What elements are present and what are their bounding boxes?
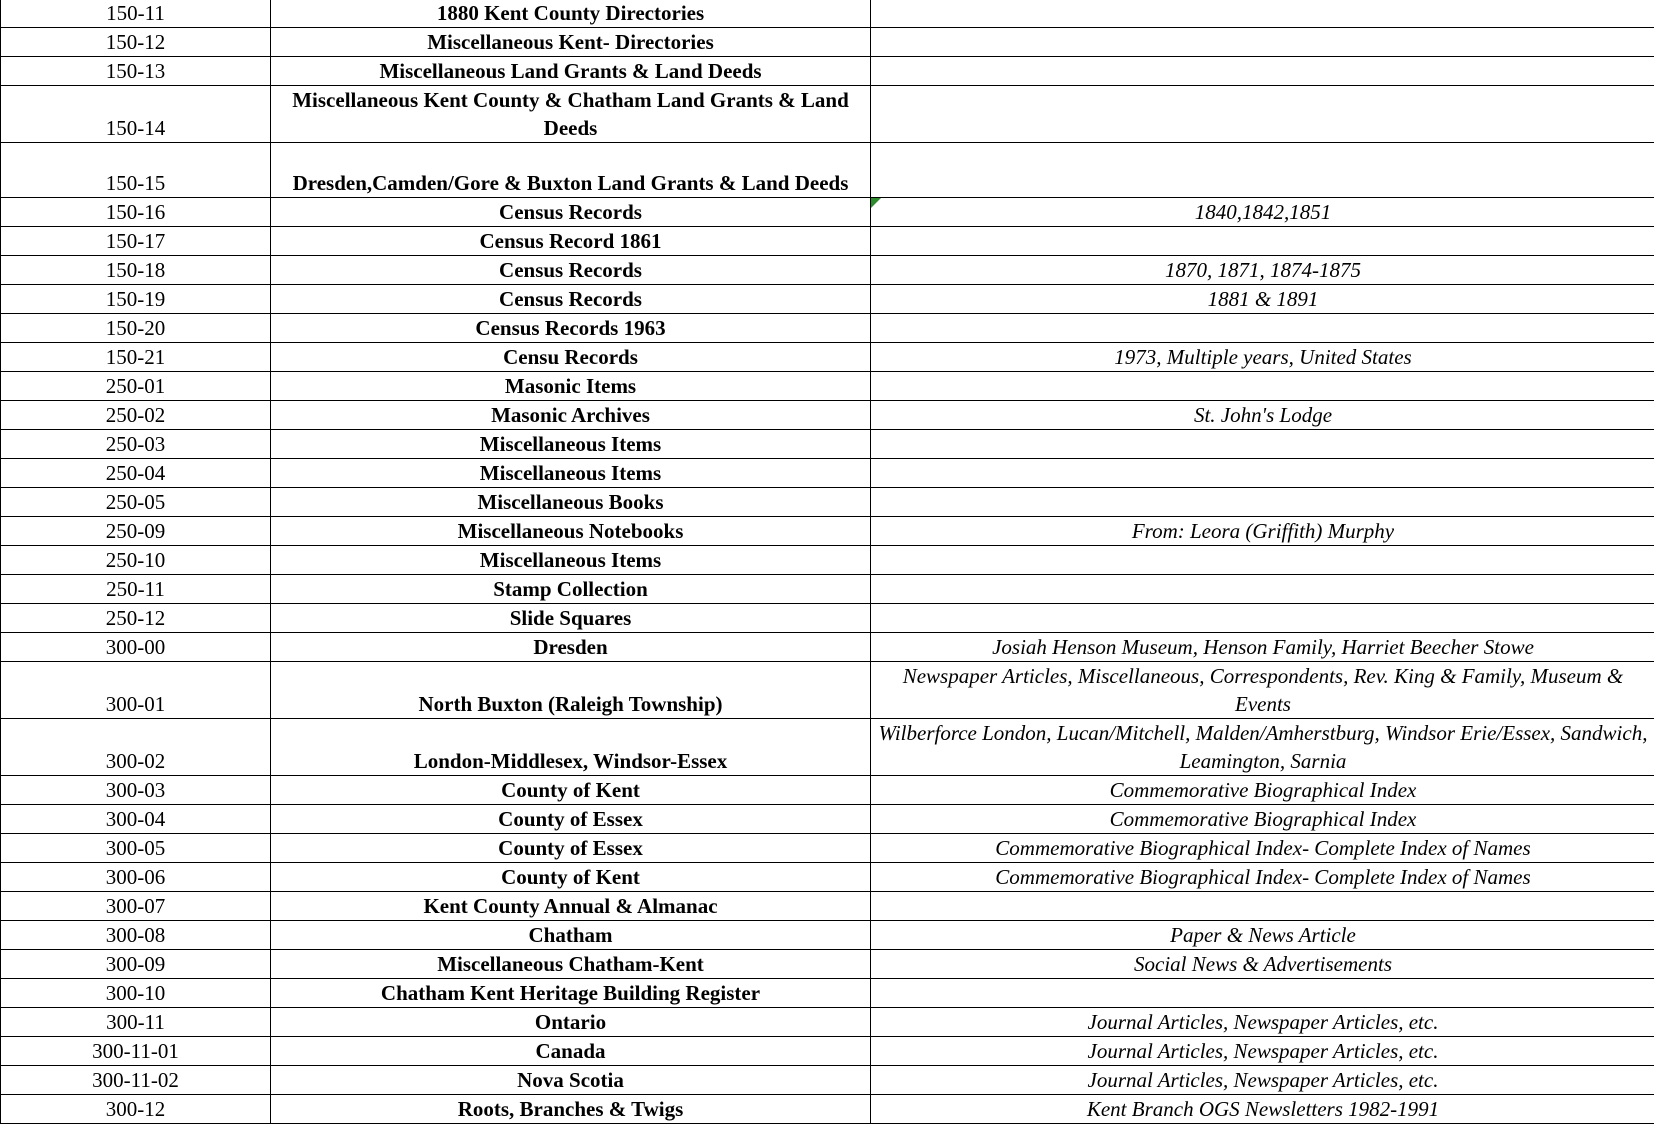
title-cell[interactable]: Miscellaneous Items bbox=[271, 546, 871, 575]
call-number-cell[interactable]: 300-06 bbox=[1, 863, 271, 892]
table-row bbox=[1, 805, 1654, 834]
notes-cell[interactable] bbox=[871, 86, 1654, 143]
title-cell[interactable]: Masonic Items bbox=[271, 372, 871, 401]
notes-cell[interactable]: 1973, Multiple years, United States bbox=[871, 343, 1654, 372]
table-row bbox=[1, 950, 1654, 979]
call-number-cell[interactable]: 150-12 bbox=[1, 28, 271, 57]
call-number-cell[interactable]: 250-02 bbox=[1, 401, 271, 430]
table-row bbox=[1, 1095, 1654, 1124]
table-row bbox=[1, 834, 1654, 863]
title-cell[interactable]: 1880 Kent County Directories bbox=[271, 0, 871, 28]
title-cell[interactable]: Chatham bbox=[271, 921, 871, 950]
notes-cell[interactable] bbox=[871, 143, 1654, 198]
title-cell[interactable]: Census Records bbox=[271, 256, 871, 285]
table-row bbox=[1, 546, 1654, 575]
title-cell[interactable]: Dresden,Camden/Gore & Buxton Land Grants & Land Deeds bbox=[271, 143, 871, 198]
table-row bbox=[1, 604, 1654, 633]
title-cell[interactable]: County of Kent bbox=[271, 863, 871, 892]
notes-cell[interactable]: Kent Branch OGS Newsletters 1982-1991 bbox=[871, 1095, 1654, 1124]
table-row bbox=[1, 633, 1654, 662]
call-number-cell[interactable]: 150-13 bbox=[1, 57, 271, 86]
notes-cell[interactable] bbox=[871, 430, 1654, 459]
table-row bbox=[1, 662, 1654, 719]
notes-cell[interactable] bbox=[871, 546, 1654, 575]
call-number-cell[interactable]: 250-05 bbox=[1, 488, 271, 517]
table-row bbox=[1, 719, 1654, 776]
table-row bbox=[1, 575, 1654, 604]
call-number-cell[interactable]: 300-08 bbox=[1, 921, 271, 950]
notes-cell[interactable]: Newspaper Articles, Miscellaneous, Correspondents, Rev. King & Family, Museum & Events bbox=[871, 662, 1654, 719]
notes-cell[interactable] bbox=[871, 892, 1654, 921]
notes-cell[interactable] bbox=[871, 0, 1654, 28]
call-number-cell[interactable]: 300-07 bbox=[1, 892, 271, 921]
notes-cell[interactable] bbox=[871, 57, 1654, 86]
notes-cell[interactable]: Paper & News Article bbox=[871, 921, 1654, 950]
table-row bbox=[1, 1066, 1654, 1095]
call-number-cell[interactable]: 250-09 bbox=[1, 517, 271, 546]
notes-cell[interactable]: Commemorative Biographical Index- Complete Index of Names bbox=[871, 863, 1654, 892]
call-number-cell[interactable]: 300-11-01 bbox=[1, 1037, 271, 1066]
notes-cell[interactable] bbox=[871, 488, 1654, 517]
table-row bbox=[1, 892, 1654, 921]
call-number-cell[interactable]: 150-14 bbox=[1, 86, 271, 143]
table-row bbox=[1, 86, 1654, 143]
table-row bbox=[1, 343, 1654, 372]
title-cell[interactable]: Miscellaneous Chatham-Kent bbox=[271, 950, 871, 979]
title-cell[interactable]: Canada bbox=[271, 1037, 871, 1066]
call-number-cell[interactable]: 250-04 bbox=[1, 459, 271, 488]
notes-cell[interactable]: St. John's Lodge bbox=[871, 401, 1654, 430]
table-row bbox=[1, 459, 1654, 488]
title-cell[interactable]: Miscellaneous Land Grants & Land Deeds bbox=[271, 57, 871, 86]
call-number-cell[interactable]: 150-17 bbox=[1, 227, 271, 256]
table-row bbox=[1, 921, 1654, 950]
title-cell[interactable]: Census Record 1861 bbox=[271, 227, 871, 256]
table-row bbox=[1, 256, 1654, 285]
call-number-cell[interactable]: 250-10 bbox=[1, 546, 271, 575]
title-cell[interactable]: Dresden bbox=[271, 633, 871, 662]
notes-cell[interactable]: Journal Articles, Newspaper Articles, etc. bbox=[871, 1037, 1654, 1066]
archive-index-body bbox=[1, 0, 1654, 1124]
notes-cell[interactable]: Journal Articles, Newspaper Articles, etc. bbox=[871, 1066, 1654, 1095]
notes-cell[interactable] bbox=[871, 979, 1654, 1008]
notes-cell[interactable] bbox=[871, 372, 1654, 401]
notes-cell[interactable]: Commemorative Biographical Index- Complete Index of Names bbox=[871, 834, 1654, 863]
title-cell[interactable]: Masonic Archives bbox=[271, 401, 871, 430]
table-row bbox=[1, 1008, 1654, 1037]
notes-cell[interactable]: Josiah Henson Museum, Henson Family, Harriet Beecher Stowe bbox=[871, 633, 1654, 662]
table-row bbox=[1, 979, 1654, 1008]
title-cell[interactable]: Census Records bbox=[271, 285, 871, 314]
table-row bbox=[1, 314, 1654, 343]
call-number-cell[interactable]: 300-01 bbox=[1, 662, 271, 719]
notes-cell[interactable] bbox=[871, 314, 1654, 343]
call-number-cell[interactable]: 250-03 bbox=[1, 430, 271, 459]
table-row bbox=[1, 488, 1654, 517]
title-cell[interactable]: Chatham Kent Heritage Building Register bbox=[271, 979, 871, 1008]
table-row bbox=[1, 198, 1654, 227]
title-cell[interactable]: Nova Scotia bbox=[271, 1066, 871, 1095]
title-cell[interactable]: County of Essex bbox=[271, 834, 871, 863]
call-number-cell[interactable]: 150-16 bbox=[1, 198, 271, 227]
call-number-cell[interactable]: 300-12 bbox=[1, 1095, 271, 1124]
table-row bbox=[1, 430, 1654, 459]
table-row bbox=[1, 401, 1654, 430]
call-number-cell[interactable]: 300-00 bbox=[1, 633, 271, 662]
call-number-cell[interactable]: 300-02 bbox=[1, 719, 271, 776]
call-number-cell[interactable]: 300-11 bbox=[1, 1008, 271, 1037]
title-cell[interactable]: Census Records bbox=[271, 198, 871, 227]
title-cell[interactable]: Miscellaneous Kent County & Chatham Land Grants & Land Deeds bbox=[271, 86, 871, 143]
table-row bbox=[1, 28, 1654, 57]
call-number-cell[interactable]: 150-18 bbox=[1, 256, 271, 285]
call-number-cell[interactable]: 300-05 bbox=[1, 834, 271, 863]
call-number-cell[interactable]: 300-03 bbox=[1, 776, 271, 805]
table-row bbox=[1, 285, 1654, 314]
table-row bbox=[1, 517, 1654, 546]
notes-cell[interactable] bbox=[871, 575, 1654, 604]
call-number-cell[interactable]: 150-19 bbox=[1, 285, 271, 314]
notes-cell[interactable] bbox=[871, 28, 1654, 57]
table-row bbox=[1, 863, 1654, 892]
title-cell[interactable]: North Buxton (Raleigh Township) bbox=[271, 662, 871, 719]
notes-cell[interactable]: 1881 & 1891 bbox=[871, 285, 1654, 314]
call-number-cell[interactable]: 300-11-02 bbox=[1, 1066, 271, 1095]
notes-cell[interactable]: 1840,1842,1851 bbox=[871, 198, 1654, 227]
notes-cell[interactable]: Commemorative Biographical Index bbox=[871, 776, 1654, 805]
call-number-cell[interactable]: 250-11 bbox=[1, 575, 271, 604]
table-row bbox=[1, 372, 1654, 401]
notes-cell[interactable] bbox=[871, 604, 1654, 633]
title-cell[interactable]: Miscellaneous Notebooks bbox=[271, 517, 871, 546]
notes-cell[interactable]: 1870, 1871, 1874-1875 bbox=[871, 256, 1654, 285]
call-number-cell[interactable]: 150-11 bbox=[1, 0, 271, 28]
call-number-cell[interactable]: 300-09 bbox=[1, 950, 271, 979]
title-cell[interactable]: County of Essex bbox=[271, 805, 871, 834]
notes-cell[interactable]: Social News & Advertisements bbox=[871, 950, 1654, 979]
table-row bbox=[1, 227, 1654, 256]
title-cell[interactable]: Census Records 1963 bbox=[271, 314, 871, 343]
table-row bbox=[1, 57, 1654, 86]
notes-cell[interactable] bbox=[871, 227, 1654, 256]
title-cell[interactable]: Miscellaneous Books bbox=[271, 488, 871, 517]
call-number-cell[interactable]: 300-10 bbox=[1, 979, 271, 1008]
title-cell[interactable]: Stamp Collection bbox=[271, 575, 871, 604]
title-cell[interactable]: Miscellaneous Items bbox=[271, 459, 871, 488]
notes-cell[interactable]: From: Leora (Griffith) Murphy bbox=[871, 517, 1654, 546]
title-cell[interactable]: Roots, Branches & Twigs bbox=[271, 1095, 871, 1124]
title-cell[interactable]: Miscellaneous Kent- Directories bbox=[271, 28, 871, 57]
table-row bbox=[1, 0, 1654, 28]
notes-cell[interactable]: Journal Articles, Newspaper Articles, etc. bbox=[871, 1008, 1654, 1037]
call-number-cell[interactable]: 300-04 bbox=[1, 805, 271, 834]
notes-cell[interactable]: Commemorative Biographical Index bbox=[871, 805, 1654, 834]
title-cell[interactable]: Slide Squares bbox=[271, 604, 871, 633]
notes-cell[interactable]: Wilberforce London, Lucan/Mitchell, Malden/Amherstburg, Windsor Erie/Essex, Sandwich, Leamington, Sarnia bbox=[871, 719, 1654, 776]
notes-cell[interactable] bbox=[871, 459, 1654, 488]
title-cell[interactable]: County of Kent bbox=[271, 776, 871, 805]
call-number-cell[interactable]: 250-12 bbox=[1, 604, 271, 633]
title-cell[interactable]: Censu Records bbox=[271, 343, 871, 372]
call-number-cell[interactable]: 150-20 bbox=[1, 314, 271, 343]
call-number-cell[interactable]: 250-01 bbox=[1, 372, 271, 401]
title-cell[interactable]: Kent County Annual & Almanac bbox=[271, 892, 871, 921]
call-number-cell[interactable]: 150-15 bbox=[1, 143, 271, 198]
table-row bbox=[1, 776, 1654, 805]
title-cell[interactable]: Miscellaneous Items bbox=[271, 430, 871, 459]
table-row bbox=[1, 143, 1654, 198]
title-cell[interactable]: Ontario bbox=[271, 1008, 871, 1037]
call-number-cell[interactable]: 150-21 bbox=[1, 343, 271, 372]
title-cell[interactable]: London-Middlesex, Windsor-Essex bbox=[271, 719, 871, 776]
table-row bbox=[1, 1037, 1654, 1066]
